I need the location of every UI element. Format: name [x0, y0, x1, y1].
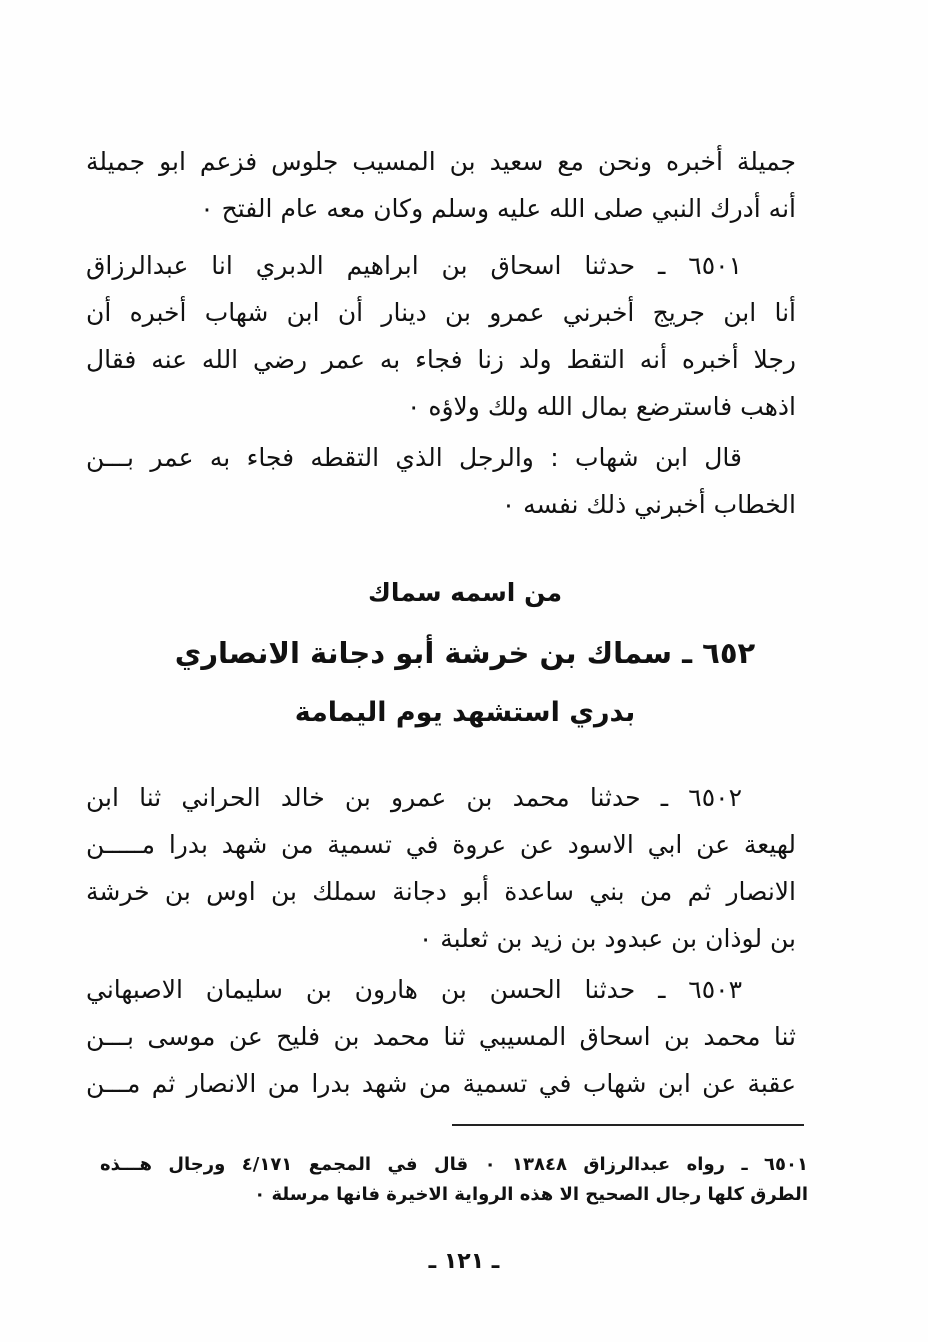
hadith-6502: [86, 774, 796, 962]
text-line: أنه أدرك النبي صلى الله عليه وسلم وكان معه عام الفتح ٠: [200, 194, 796, 223]
text-line: أنا ابن جريج أخبرني عمرو بن دينار أن ابن شهاب أخبره أن: [86, 298, 796, 327]
text-line: لهيعة عن ابي الاسود عن عروة في تسمية من شهد بدرا مـــــن: [86, 830, 796, 859]
text-line: اذهب فاسترضع بمال الله ولك ولاؤه ٠: [406, 392, 796, 421]
footnote-line: الطرق كلها رجال الصحيح الا هذه الرواية الاخيرة فانها مرسلة ٠: [254, 1184, 808, 1205]
footnote-line: ٦٥٠١ ـ رواه عبدالرزاق ١٣٨٤٨ ٠ قال في المجمع ٤/١٧١ ورجال هـــذه: [100, 1154, 808, 1175]
entry-heading: ٦٥٢ ـ سماك بن خرشة أبو دجانة الانصاري: [174, 636, 756, 670]
text-line: الانصار ثم من بني ساعدة أبو دجانة سملك بن اوس بن خرشة: [86, 877, 796, 906]
text-line: ٦٥٠٢ ـ حدثنا محمد بن عمرو بن خالد الحراني ثنا ابن: [86, 783, 742, 812]
paragraph-1: [86, 138, 796, 232]
footnote: [100, 1150, 808, 1210]
text-line: ٦٥٠١ ـ حدثنا اسحاق بن ابراهيم الدبري انا عبدالرزاق: [86, 251, 742, 280]
paragraph-ibn-shihab: [86, 434, 796, 528]
hadith-6501: [86, 242, 796, 430]
entry-subheading: بدري استشهد يوم اليمامة: [294, 697, 636, 728]
hadith-6503: [86, 966, 796, 1107]
text-line: قال ابن شهاب : والرجل الذي التقطه فجاء به عمر بـــن: [86, 443, 742, 472]
text-line: ثنا محمد بن اسحاق المسيبي ثنا محمد بن فليح عن موسى بـــن: [86, 1022, 796, 1051]
text-line: الخطاب أخبرني ذلك نفسه ٠: [501, 490, 796, 519]
text-line: جميلة أخبره ونحن مع سعيد بن المسيب جلوس فزعم ابو جميلة: [86, 147, 796, 176]
footnote-separator: [452, 1124, 804, 1126]
section-heading: من اسمه سماك: [367, 578, 563, 607]
text-line: بن لوذان بن عبدود بن زيد بن ثعلبة ٠: [418, 924, 796, 953]
text-line: رجلا أخبره أنه التقط ولد زنا فجاء به عمر رضي الله عنه فقال: [86, 345, 796, 374]
page-number: ـ ١٢١ ـ: [428, 1249, 500, 1274]
text-line: عقبة عن ابن شهاب في تسمية من شهد بدرا من الانصار ثم مـــن: [86, 1069, 796, 1098]
text-line: ٦٥٠٣ ـ حدثنا الحسن بن هارون بن سليمان الاصبهاني: [86, 975, 742, 1004]
